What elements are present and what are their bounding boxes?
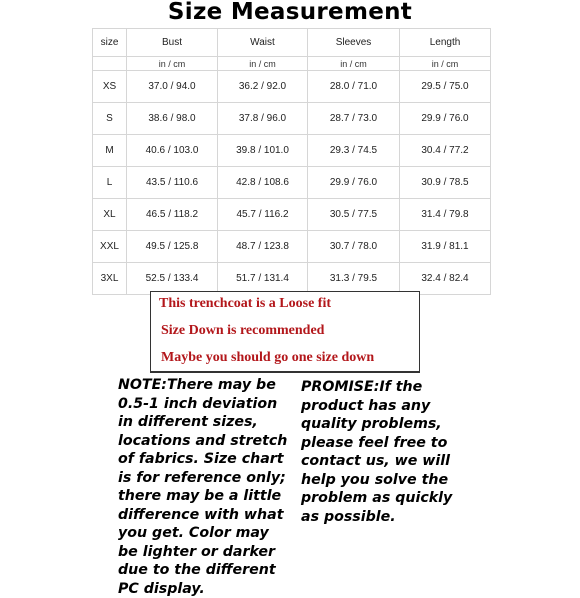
sleeves-value: 29.3 / 74.5 <box>308 135 400 167</box>
fit-notice-line: Maybe you should go one size down <box>161 350 375 365</box>
column-header-length: Length <box>400 29 491 57</box>
sleeves-value: 29.9 / 76.0 <box>308 167 400 199</box>
waist-value: 51.7 / 131.4 <box>218 263 308 295</box>
fit-notice-line: This trenchcoat is a Loose fit <box>159 296 332 311</box>
size-label: M <box>93 135 127 167</box>
waist-value: 39.8 / 101.0 <box>218 135 308 167</box>
bust-value: 46.5 / 118.2 <box>127 199 218 231</box>
size-label: S <box>93 103 127 135</box>
table-row <box>93 167 491 199</box>
sleeves-value: 28.7 / 73.0 <box>308 103 400 135</box>
size-label: XXL <box>93 231 127 263</box>
length-value: 29.9 / 76.0 <box>400 103 491 135</box>
table-row <box>93 135 491 167</box>
column-header-sleeves: Sleeves <box>308 29 400 57</box>
table-row <box>93 71 491 103</box>
bust-value: 49.5 / 125.8 <box>127 231 218 263</box>
unit-cell: in / cm <box>308 57 400 71</box>
size-label: 3XL <box>93 263 127 295</box>
table-row <box>93 199 491 231</box>
column-header-waist: Waist <box>218 29 308 57</box>
length-value: 32.4 / 82.4 <box>400 263 491 295</box>
size-chart-table <box>92 28 491 295</box>
waist-value: 37.8 / 96.0 <box>218 103 308 135</box>
bust-value: 43.5 / 110.6 <box>127 167 218 199</box>
sleeves-value: 30.5 / 77.5 <box>308 199 400 231</box>
size-label: XS <box>93 71 127 103</box>
page-title: Size Measurement <box>167 0 413 25</box>
length-value: 30.9 / 78.5 <box>400 167 491 199</box>
bust-value: 37.0 / 94.0 <box>127 71 218 103</box>
size-label: XL <box>93 199 127 231</box>
waist-value: 42.8 / 108.6 <box>218 167 308 199</box>
waist-value: 36.2 / 92.0 <box>218 71 308 103</box>
unit-row <box>93 57 491 71</box>
unit-cell: in / cm <box>218 57 308 71</box>
table-row <box>93 231 491 263</box>
table-row <box>93 103 491 135</box>
table-row <box>93 263 491 295</box>
sleeves-value: 30.7 / 78.0 <box>308 231 400 263</box>
size-label: L <box>93 167 127 199</box>
length-value: 31.4 / 79.8 <box>400 199 491 231</box>
sleeves-value: 31.3 / 79.5 <box>308 263 400 295</box>
length-value: 29.5 / 75.0 <box>400 71 491 103</box>
waist-value: 45.7 / 116.2 <box>218 199 308 231</box>
table-header-row <box>93 29 491 57</box>
fit-notice-box <box>150 291 420 373</box>
bust-value: 40.6 / 103.0 <box>127 135 218 167</box>
bust-value: 52.5 / 133.4 <box>127 263 218 295</box>
column-header-bust: Bust <box>127 29 218 57</box>
unit-cell: in / cm <box>400 57 491 71</box>
sleeves-value: 28.0 / 71.0 <box>308 71 400 103</box>
unit-cell: in / cm <box>127 57 218 71</box>
promise-text: PROMISE:If the product has any quality problems, please feel free to contact us, we will help you solve the problem as quickly as possible. <box>301 379 453 525</box>
length-value: 30.4 / 77.2 <box>400 135 491 167</box>
length-value: 31.9 / 81.1 <box>400 231 491 263</box>
waist-value: 48.7 / 123.8 <box>218 231 308 263</box>
unit-cell-empty <box>93 57 127 71</box>
note-text: NOTE:There may be 0.5-1 inch deviation in different sizes, locations and stretch of fabrics. Size chart is for reference only; there may be a little difference with what you get. Color may be lighter or darker due to the different PC display. <box>118 377 288 597</box>
fit-notice-line: Size Down is recommended <box>161 323 325 338</box>
bust-value: 38.6 / 98.0 <box>127 103 218 135</box>
size-header-cell: size <box>93 29 127 57</box>
